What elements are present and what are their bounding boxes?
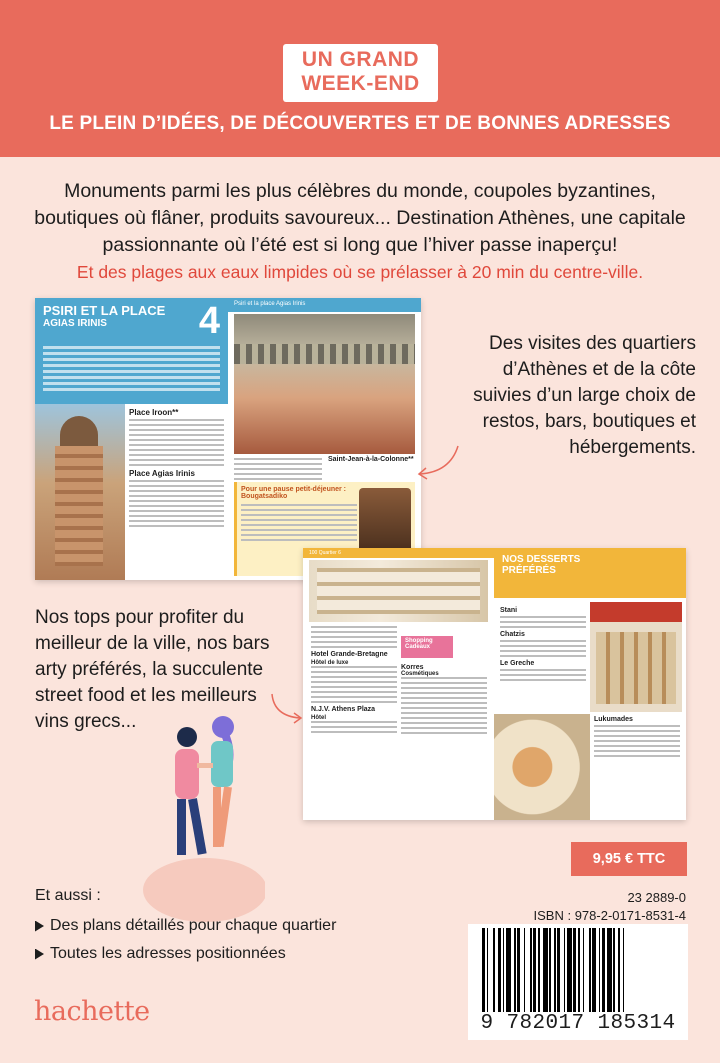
barcode-bar bbox=[592, 928, 595, 1018]
shop-name: Korres bbox=[401, 664, 424, 671]
hotel-2-type: Hôtel bbox=[311, 715, 326, 721]
spread1-item-3: Saint-Jean-à-la-Colonne** bbox=[328, 456, 414, 463]
church-dome bbox=[60, 416, 98, 446]
body-lines bbox=[311, 721, 397, 733]
desserts-list bbox=[500, 604, 586, 684]
barcode-bar bbox=[498, 928, 501, 1018]
body-lines bbox=[594, 725, 680, 757]
dessert-2: Chatzis bbox=[500, 631, 525, 638]
intro-main: Monuments parmi les plus célèbres du monde, coupoles byzantines, boutiques où flâner, produits savoureux... Destination Athènes, une capitale passionnante où l’été est si long que l’hiver passe inaperçu! bbox=[34, 180, 686, 256]
dessert-1: Stani bbox=[500, 607, 518, 614]
barcode-bar bbox=[578, 928, 580, 1018]
spread1-col-item bbox=[328, 456, 416, 463]
barcode-bar bbox=[589, 928, 591, 1018]
body-lines bbox=[311, 626, 397, 648]
feature-text-visits: Des visites des quartiers d’Athènes et de la côte suivies d’un large choix de restos, bars, boutiques et hébergements. bbox=[473, 333, 696, 458]
dessert-photo bbox=[494, 714, 590, 820]
sample-spread-quartier-6 bbox=[303, 548, 686, 820]
intro-text bbox=[30, 178, 690, 286]
barcode-bars bbox=[482, 928, 682, 1018]
barcode-bar bbox=[538, 928, 540, 1018]
barcode-bar bbox=[514, 928, 516, 1018]
feature-text-tops: Nos tops pour profiter du meilleur de la ville, nos bars arty préférés, la succulente street food et les meilleurs vins grecs... bbox=[35, 607, 270, 732]
isbn: ISBN : 978-2-0171-8531-4 bbox=[533, 908, 686, 923]
barcode-bar bbox=[623, 928, 625, 1018]
spread1-item-2: Place Agias Irinis bbox=[129, 469, 195, 478]
barcode-bar bbox=[482, 928, 485, 1018]
arrow-icon bbox=[410, 442, 462, 482]
body-lines bbox=[500, 616, 586, 628]
spread1-chapter-header bbox=[35, 298, 228, 404]
spread1-text-column bbox=[129, 406, 224, 530]
body-lines bbox=[241, 504, 357, 541]
logo-line-1: UN GRAND bbox=[301, 48, 420, 71]
patisserie-photo bbox=[590, 602, 682, 712]
barcode-bar bbox=[554, 928, 556, 1018]
barcode-bar bbox=[493, 928, 495, 1018]
spread2-right-page bbox=[494, 548, 686, 820]
shop-photo bbox=[309, 560, 488, 622]
logo-line-2: WEEK-END bbox=[301, 72, 420, 95]
barcode-bar bbox=[503, 928, 505, 1018]
also-item-label: Des plans détaillés pour chaque quartier bbox=[50, 917, 337, 934]
body-lines bbox=[500, 669, 586, 681]
spread1-running-head: Psiri et la place Agias Irinis bbox=[228, 298, 421, 312]
also-section bbox=[35, 885, 415, 971]
barcode-bar bbox=[564, 928, 566, 1018]
body-lines bbox=[311, 666, 397, 703]
hotel-1-type: Hôtel de luxe bbox=[311, 660, 349, 666]
also-item bbox=[35, 915, 415, 937]
series-logo bbox=[283, 44, 438, 102]
spread1-item-1: Place Iroon** bbox=[129, 408, 179, 417]
sample-spread-psiri bbox=[35, 298, 421, 580]
intro-highlight: Et des plages aux eaux limpides où se prélasser à 20 min du centre-ville. bbox=[76, 262, 644, 282]
barcode-bar bbox=[618, 928, 620, 1018]
barcode-bar bbox=[530, 928, 532, 1018]
desserts-title-2: PRÉFÉRÉS bbox=[502, 565, 556, 576]
body-lines bbox=[234, 458, 322, 480]
body-lines bbox=[129, 480, 224, 527]
barcode-bar bbox=[607, 928, 612, 1018]
barcode-bar bbox=[573, 928, 576, 1018]
barcode-bar bbox=[599, 928, 601, 1018]
product-codes bbox=[470, 889, 686, 925]
barcode-bar bbox=[602, 928, 605, 1018]
barcode-bar bbox=[517, 928, 520, 1018]
body-lines bbox=[129, 419, 224, 466]
spread1-intro-lines bbox=[43, 346, 220, 394]
hotel-2-name: N.J.V. Athens Plaza bbox=[311, 706, 376, 713]
hotel-1-name: Hotel Grande-Bretagne bbox=[311, 651, 388, 658]
spread1-right-page bbox=[228, 298, 421, 580]
reference-code: 23 2889-0 bbox=[627, 890, 686, 905]
desserts-title-1: NOS DESSERTS bbox=[502, 554, 581, 565]
tagline: LE PLEIN D’IDÉES, DE DÉCOUVERTES ET DE BONNES ADRESSES bbox=[49, 113, 671, 134]
desserts-header bbox=[494, 548, 686, 598]
barcode-bar bbox=[487, 928, 489, 1018]
barcode-digits: 9 782017 185314 bbox=[468, 1012, 688, 1035]
barcode-bar bbox=[549, 928, 551, 1018]
shopping-badge: Shopping Cadeaux bbox=[401, 636, 453, 658]
lukumades-entry bbox=[594, 716, 680, 760]
body-lines bbox=[500, 640, 586, 657]
shop-type: Cosmétiques bbox=[401, 671, 439, 677]
also-title: Et aussi : bbox=[35, 887, 101, 904]
also-item-label: Toutes les adresses positionnées bbox=[50, 945, 286, 962]
also-item bbox=[35, 943, 415, 965]
barcode-bar bbox=[524, 928, 526, 1018]
spread2-running-head: 100 Quartier 6 bbox=[303, 548, 494, 558]
bullet-arrow-icon bbox=[35, 949, 44, 960]
barcode-bar bbox=[557, 928, 560, 1018]
church-tower bbox=[55, 446, 103, 566]
price-badge: 9,95 € TTC bbox=[571, 842, 687, 876]
dessert-3: Le Greche bbox=[500, 660, 535, 667]
publisher-logo: hachette bbox=[34, 996, 150, 1027]
breakfast-box-title: Pour une pause petit-déjeuner : Bougatsadiko bbox=[241, 486, 347, 500]
church-photo bbox=[35, 404, 125, 580]
barcode-bar bbox=[533, 928, 536, 1018]
body-lines bbox=[401, 677, 487, 734]
shop-entry bbox=[401, 664, 487, 737]
barcode-bar bbox=[583, 928, 585, 1018]
bullet-arrow-icon bbox=[35, 921, 44, 932]
arrow-icon bbox=[268, 690, 308, 726]
spread1-subtitle: AGIAS IRINIS bbox=[43, 318, 107, 329]
dessert-4: Lukumades bbox=[594, 716, 633, 723]
market-photo bbox=[234, 314, 415, 454]
barcode-bar bbox=[543, 928, 548, 1018]
spread1-title: PSIRI ET LA PLACE bbox=[43, 303, 166, 318]
spread1-col-text bbox=[234, 458, 322, 483]
spread1-left-page bbox=[35, 298, 228, 580]
barcode bbox=[468, 924, 688, 1040]
barcode-bar bbox=[613, 928, 615, 1018]
spread2-left-page bbox=[303, 548, 494, 820]
barcode-bar bbox=[567, 928, 572, 1018]
barcode-bar bbox=[506, 928, 511, 1018]
chapter-number: 4 bbox=[198, 300, 220, 342]
